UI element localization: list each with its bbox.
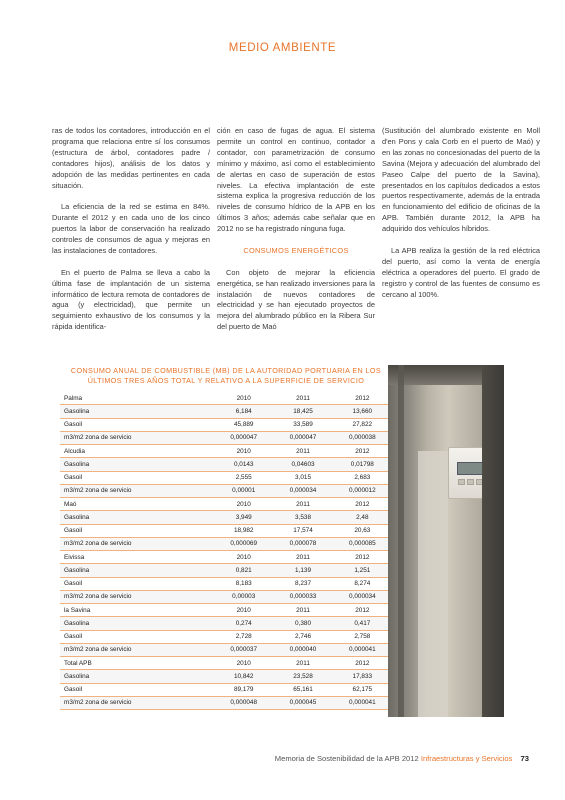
text-column-3 (382, 126, 540, 311)
table-cell: 0,000033 (273, 590, 332, 603)
row-label: la Savina (60, 604, 214, 617)
table-cell: 23,528 (273, 670, 332, 683)
row-label: Gasoil (60, 577, 214, 590)
table-row (60, 471, 392, 484)
table-cell: 8,183 (214, 577, 273, 590)
row-label: Gasoil (60, 630, 214, 643)
table-cell: 2,758 (333, 630, 392, 643)
row-label: Gasolina (60, 458, 214, 471)
paragraph: En el puerto de Palma se lleva a cabo la última fase de implantación de un sistema informático de lectura remota de contadores de agua (y electricidad), que permite un seguimiento exhaustivo de los consumos y la rápida identifica- (52, 267, 210, 332)
table-cell: 2010 (214, 445, 273, 458)
row-label: Alcudia (60, 445, 214, 458)
wall-thermostat-photo (388, 365, 504, 717)
table-cell: 2012 (333, 551, 392, 564)
table-cell: 3,015 (273, 471, 332, 484)
table-cell: 0,000034 (273, 484, 332, 497)
row-label: m3/m2 zona de servicio (60, 484, 214, 497)
paragraph: ras de todos los contadores, introducción en el programa que relaciona entre sí los consumos (estructura de árbol, contadores padre / contadores hijos), análisis de los datos y adopción de las medidas pertinentes en cada situación. (52, 126, 210, 190)
text-column-2 (217, 126, 375, 344)
table-cell: 0,04603 (273, 458, 332, 471)
table-cell: 0,000047 (214, 431, 273, 444)
table-cell: 2011 (273, 657, 332, 670)
window-mullion (398, 365, 404, 717)
page-footer (275, 754, 529, 763)
table-cell: 2011 (273, 445, 332, 458)
table-cell: 27,822 (333, 418, 392, 431)
wall-edge (482, 365, 504, 717)
table-cell: 2,555 (214, 471, 273, 484)
table-cell: 3,949 (214, 511, 273, 524)
table-row (60, 630, 392, 643)
row-label: Gasolina (60, 617, 214, 630)
table-cell: 8,237 (273, 577, 332, 590)
table-row (60, 405, 392, 418)
table-row (60, 498, 392, 511)
table-row (60, 511, 392, 524)
table-cell: 13,660 (333, 405, 392, 418)
table-cell: 2012 (333, 498, 392, 511)
row-label: Gasolina (60, 670, 214, 683)
row-label: m3/m2 zona de servicio (60, 696, 214, 709)
row-label: Gasoil (60, 683, 214, 696)
table-cell: 0,000047 (273, 431, 332, 444)
table-row (60, 683, 392, 696)
paragraph: ción en caso de fugas de agua. El sistema permite un control en continuo, contador a contador, con parametrización de consumo mínimo y máximo, así como el establecimiento de alertas en caso de superación de estos niveles. La efectiva implantación de este sistema explica la progresiva reducción de los niveles de consumo hídrico de la APB en los últimos 3 años; además cabe señalar que en 2012 no se ha registrado ninguna fuga. (217, 126, 375, 234)
fuel-consumption-table (60, 392, 392, 710)
table-cell: 2012 (333, 445, 392, 458)
table-cell: 0,01798 (333, 458, 392, 471)
row-label: Eivissa (60, 551, 214, 564)
table-row (60, 418, 392, 431)
table-row (60, 564, 392, 577)
table-row (60, 590, 392, 603)
table-cell: 1,139 (273, 564, 332, 577)
table-cell: 2012 (333, 657, 392, 670)
paragraph: Con objeto de mejorar la eficiencia energética, se han realizado inversiones para la instalación de nuevos contadores de electricidad y se han ejecutado proyectos de mejora del alumbrado público en la Ribera Sur del puerto de Maó (217, 267, 375, 332)
table-cell: 2011 (273, 604, 332, 617)
footer-text: Memoria de Sostenibilidad de la APB 2012 (274, 754, 419, 763)
table-cell: 0,00001 (214, 484, 273, 497)
thermostat-button (467, 479, 474, 485)
table-cell: 0,000041 (333, 643, 392, 656)
table-cell: 6,184 (214, 405, 273, 418)
table-cell: 2011 (273, 551, 332, 564)
table-row (60, 696, 392, 709)
table-row (60, 392, 392, 405)
table-cell: 2012 (333, 392, 392, 405)
section-title: MEDIO AMBIENTE (228, 42, 337, 54)
table-cell: 0,000078 (273, 537, 332, 550)
table-cell: 2011 (273, 498, 332, 511)
frosted-glass-panel (418, 451, 448, 717)
table-title: CONSUMO ANUAL DE COMBUSTIBLE (MB) DE LA AUTORIDAD PORTUARIA EN LOS ÚLTIMOS TRES AÑOS TOTAL Y RELATIVO A LA SUPERFICIE DE SERVICIO (70, 366, 382, 386)
table-cell: 0,274 (214, 617, 273, 630)
table-cell: 2011 (273, 392, 332, 405)
table-cell: 18,425 (273, 405, 332, 418)
row-label: Gasoil (60, 418, 214, 431)
table-cell: 2010 (214, 551, 273, 564)
row-label: m3/m2 zona de servicio (60, 590, 214, 603)
table-cell: 10,842 (214, 670, 273, 683)
row-label: Palma (60, 392, 214, 405)
table-cell: 3,538 (273, 511, 332, 524)
table-cell: 2,728 (214, 630, 273, 643)
table-row (60, 670, 392, 683)
row-label: m3/m2 zona de servicio (60, 537, 214, 550)
table-cell: 2010 (214, 604, 273, 617)
row-label: Gasolina (60, 564, 214, 577)
table-row (60, 551, 392, 564)
row-label: m3/m2 zona de servicio (60, 431, 214, 444)
table-cell: 1,251 (333, 564, 392, 577)
table-cell: 0,00003 (214, 590, 273, 603)
row-label: Maó (60, 498, 214, 511)
table-cell: 18,982 (214, 524, 273, 537)
table-row (60, 577, 392, 590)
table-cell: 0,380 (273, 617, 332, 630)
table-cell: 0,000085 (333, 537, 392, 550)
table-cell: 0,000069 (214, 537, 273, 550)
table-cell: 62,175 (333, 683, 392, 696)
table-cell: 0,000045 (273, 696, 332, 709)
table-cell: 8,274 (333, 577, 392, 590)
table-row (60, 643, 392, 656)
table-cell: 0,000038 (333, 431, 392, 444)
table-row (60, 524, 392, 537)
table-cell: 0,000048 (214, 696, 273, 709)
thermostat-screen (457, 462, 485, 475)
table-cell: 0,417 (333, 617, 392, 630)
paragraph: La APB realiza la gestión de la red eléctrica del puerto, así como la venta de energía eléctrica a operadores del puerto. El grado de registro y control de las fuentes de consumo es cercano al 100%. (382, 245, 540, 299)
row-label: Gasolina (60, 511, 214, 524)
thermostat-button (458, 479, 465, 485)
table-cell: 65,161 (273, 683, 332, 696)
table-row (60, 604, 392, 617)
row-label: Gasoil (60, 471, 214, 484)
table-row (60, 657, 392, 670)
table-cell: 2012 (333, 604, 392, 617)
paragraph: La eficiencia de la red se estima en 84%. Durante el 2012 y en cada uno de los cinco puertos la labor de conservación ha realizado controles de consumos de agua y mejoras en las instalaciones de contadores. (52, 202, 210, 255)
row-label: Total APB (60, 657, 214, 670)
table-row (60, 431, 392, 444)
row-label: m3/m2 zona de servicio (60, 643, 214, 656)
subsection-heading: CONSUMOS ENERGÉTICOS (243, 245, 349, 255)
table-cell: 2,683 (333, 471, 392, 484)
table-cell: 17,574 (273, 524, 332, 537)
table-cell: 0,821 (214, 564, 273, 577)
table-cell: 45,889 (214, 418, 273, 431)
text-column-1 (52, 126, 210, 344)
table-cell: 2,746 (273, 630, 332, 643)
table-row (60, 537, 392, 550)
footer-section: Infraestructuras y Servicios (420, 754, 513, 763)
table-cell: 2010 (214, 498, 273, 511)
table-cell: 2010 (214, 392, 273, 405)
table-cell: 0,000037 (214, 643, 273, 656)
table-cell: 17,833 (333, 670, 392, 683)
table-cell: 89,179 (214, 683, 273, 696)
table-row (60, 458, 392, 471)
table-cell: 0,0143 (214, 458, 273, 471)
table-cell: 0,000012 (333, 484, 392, 497)
row-label: Gasolina (60, 405, 214, 418)
table-row (60, 617, 392, 630)
table-row (60, 484, 392, 497)
table-cell: 0,000034 (333, 590, 392, 603)
table-cell: 2,48 (333, 511, 392, 524)
table-cell: 0,000040 (273, 643, 332, 656)
table-cell: 33,589 (273, 418, 332, 431)
page-number: 73 (520, 754, 529, 763)
table-row (60, 445, 392, 458)
table-cell: 2010 (214, 657, 273, 670)
table-cell: 20,63 (333, 524, 392, 537)
row-label: Gasoil (60, 524, 214, 537)
paragraph: (Sustitución del alumbrado existente en Moll d'en Pons y cala Corb en el puerto de Maó) y en las zonas no concesionadas del puerto de la Savina (Mejora y adecuación del alumbrado del Paseo Calpe del puerto de la Savina), presentados en los capítulos dedicados a estos puertos respectivamente, además de la entrada en funcionamiento del edificio de oficinas de la APB. También durante 2012, la APB ha adquirido dos vehículos híbridos. (382, 126, 540, 234)
table-cell: 0,000041 (333, 696, 392, 709)
